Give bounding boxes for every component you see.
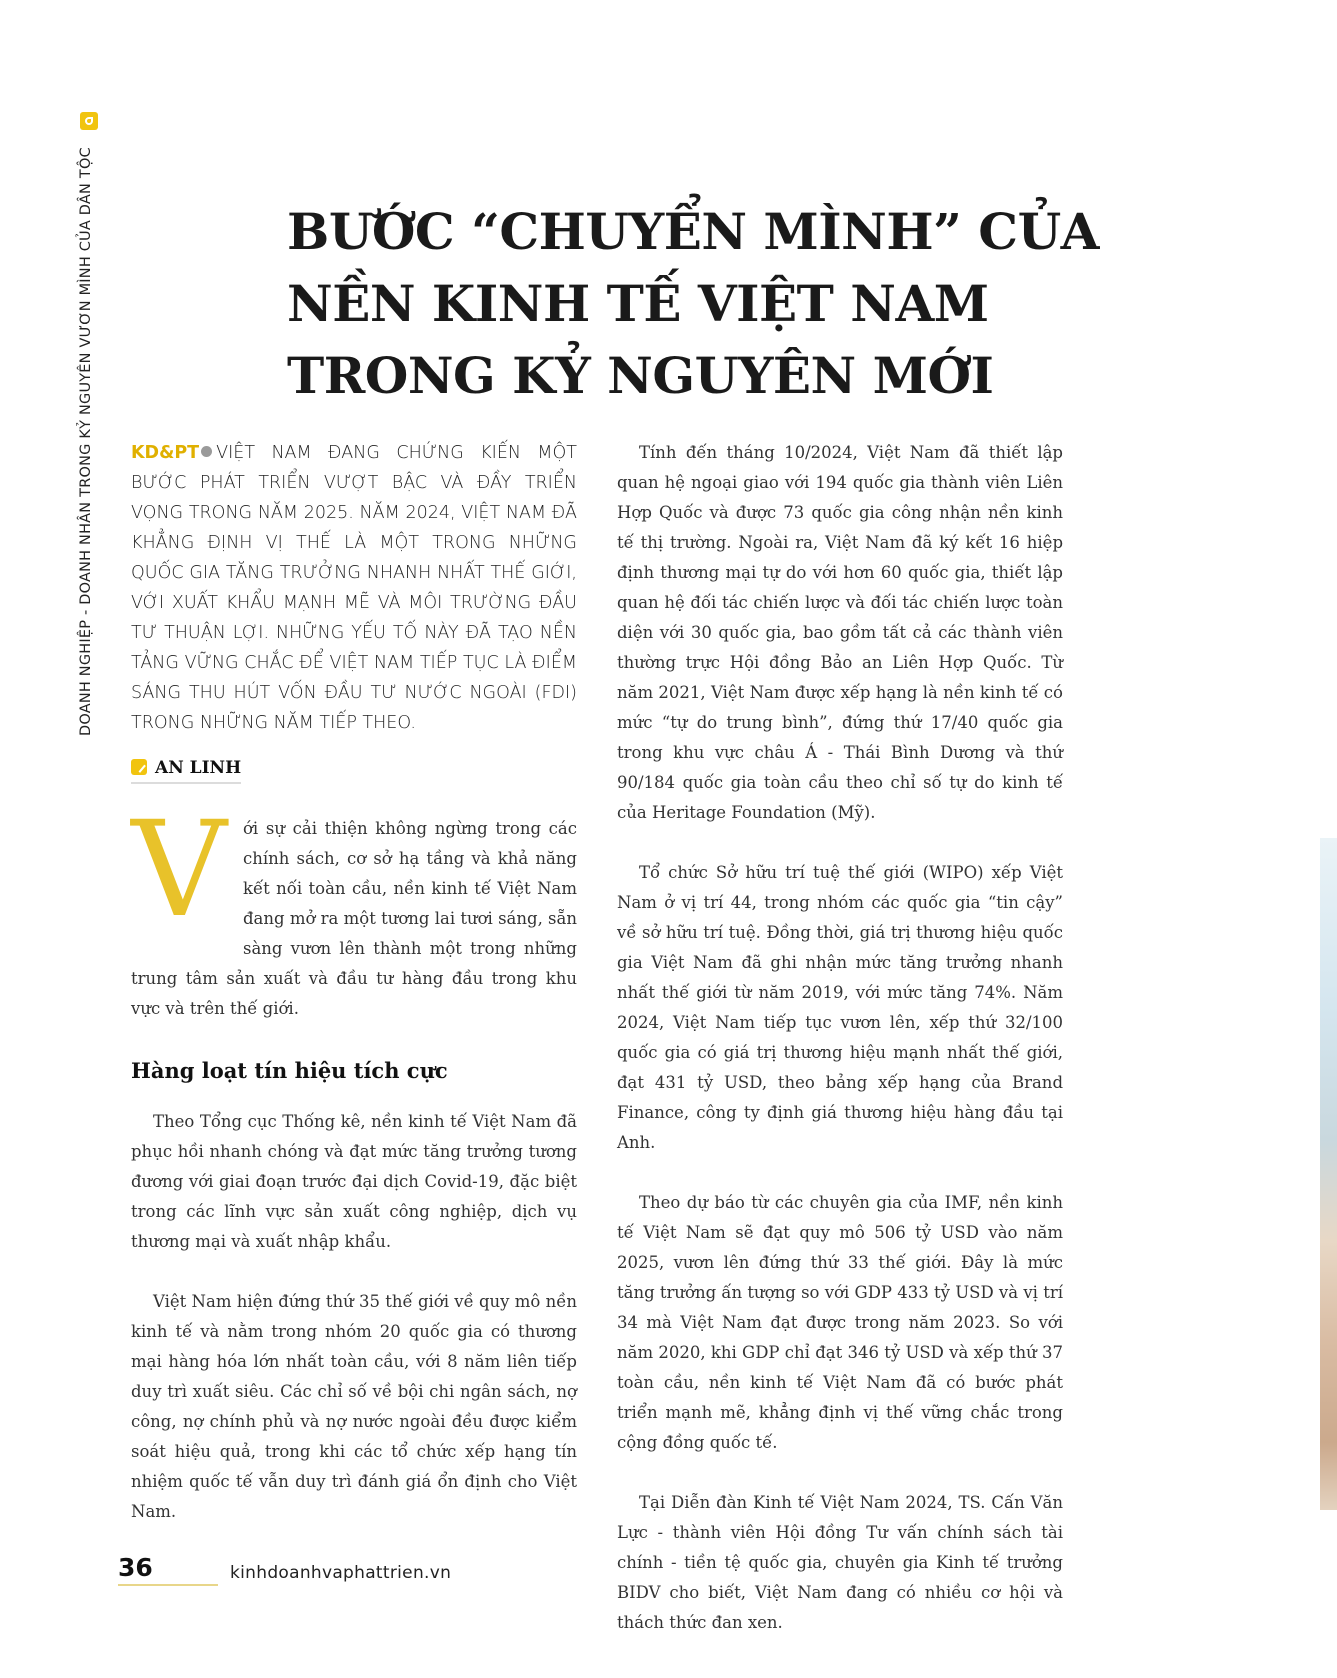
author-name: AN LINH [155, 758, 242, 778]
section-subheading: Hàng loạt tín hiệu tích cực [131, 1058, 448, 1083]
lead-text: VIỆT NAM ĐANG CHỨNG KIẾN MỘT BƯỚC PHÁT TRIỂN VƯỢT BẬC VÀ ĐẦY TRIỂN VỌNG TRONG NĂM 2025. NĂM 2024, VIỆT NAM ĐÃ KHẲNG ĐỊNH VỊ THẾ LÀ MỘT TRONG NHỮNG QUỐC GIA TĂNG TRƯỞNG NHANH NHẤT THẾ GIỚI, VỚI XUẤT KHẨU MẠNH MẼ VÀ MÔI TRƯỜNG ĐẦU TƯ THUẬN LỢI. NHỮNG YẾU TỐ NÀY ĐÃ TẠO NỀN TẢNG VỮNG CHẮC ĐỂ VIỆT NAM TIẾP TỤC LÀ ĐIỂM SÁNG THU HÚT VỐN ĐẦU TƯ NƯỚC NGOÀI (FDI) TRONG NHỮNG NĂM TIẾP THEO. [131, 443, 577, 733]
body-paragraph: Tính đến tháng 10/2024, Việt Nam đã thiết lập quan hệ ngoại giao với 194 quốc gia thành viên Liên Hợp Quốc và được 73 quốc gia công nhận nền kinh tế thị trường. Ngoài ra, Việt Nam đã ký kết 16 hiệp định thương mại tự do với hơn 60 quốc gia, thiết lập quan hệ đối tác chiến lược và đối tác chiến lược toàn diện với 30 quốc gia, bao gồm tất cả các thành viên thường trực Hội đồng Bảo an Liên Hợp Quốc. Từ năm 2021, Việt Nam được xếp hạng là nền kinh tế có mức “tự do trung bình”, đứng thứ 17/40 quốc gia trong khu vực châu Á - Thái Bình Dương và thứ 90/184 quốc gia toàn cầu theo chỉ số tự do kinh tế của Heritage Foundation (Mỹ). [617, 443, 1063, 822]
website-url: kinhdoanhvaphattrien.vn [230, 1563, 452, 1583]
publication-tag: KD&PT [131, 443, 200, 463]
drop-cap: V [131, 793, 227, 947]
author-byline [131, 758, 241, 784]
intro-text: ới sự cải thiện không ngừng trong các chính sách, cơ sở hạ tầng và khả năng kết nối toàn cầu, nền kinh tế Việt Nam đang mở ra một tương lai tươi sáng, sẵn sàng vươn lên thành một trong những trung tâm sản xuất và đầu tư hàng đầu trong khu vực và trên thế giới. [131, 819, 577, 1018]
right-column [617, 438, 1063, 1638]
body-paragraph: Theo dự báo từ các chuyên gia của IMF, nền kinh tế Việt Nam sẽ đạt quy mô 506 tỷ USD vào năm 2025, vươn lên đứng thứ 33 thế giới. Đây là mức tăng trưởng ấn tượng so với GDP 433 tỷ USD và vị trí 34 mà Việt Nam đạt được trong năm 2023. So với năm 2020, khi GDP chỉ đạt 346 tỷ USD và xếp thứ 37 toàn cầu, nền kinh tế Việt Nam đã có bước phát triển mạnh mẽ, khẳng định vị thế vững chắc trong cộng đồng quốc tế. [617, 1193, 1063, 1452]
lead-paragraph [131, 438, 577, 738]
intro-paragraph [131, 793, 577, 1024]
body-paragraph: Tổ chức Sở hữu trí tuệ thế giới (WIPO) xếp Việt Nam ở vị trí 44, trong nhóm các quốc gia “tin cậy” về sở hữu trí tuệ. Đồng thời, giá trị thương hiệu quốc gia Việt Nam đã ghi nhận mức tăng trưởng nhanh nhất thế giới từ năm 2019, với mức tăng 74%. Năm 2024, Việt Nam tiếp tục vươn lên, xếp thứ 32/100 quốc gia có giá trị thương hiệu mạnh nhất thế giới, đạt 431 tỷ USD, theo bảng xếp hạng của Brand Finance, công ty định giá thương hiệu hàng đầu tại Anh. [617, 863, 1063, 1152]
pen-icon [131, 759, 147, 775]
page-number: 36 [118, 1553, 218, 1586]
section-label: DOANH NGHIỆP - DOANH NHÂN TRONG KỶ NGUYÊN VƯƠN MÌNH CỦA DÂN TỘC [78, 147, 94, 736]
left-column [131, 438, 577, 1527]
body-paragraph: Việt Nam hiện đứng thứ 35 thế giới về quy mô nền kinh tế và nằm trong nhóm 20 quốc gia có thương mại hàng hóa lớn nhất toàn cầu, với 8 năm liên tiếp duy trì xuất siêu. Các chỉ số về bội chi ngân sách, nợ công, nợ chính phủ và nợ nước ngoài đều được kiểm soát hiệu quả, trong khi các tổ chức xếp hạng tín nhiệm quốc tế vẫn duy trì đánh giá ổn định cho Việt Nam. [131, 1292, 577, 1521]
headline-line-3: TRONG KỶ NGUYÊN MỚI [287, 346, 994, 405]
photo-edge [1320, 838, 1337, 1510]
body-paragraph: Tại Diễn đàn Kinh tế Việt Nam 2024, TS. Cấn Văn Lực - thành viên Hội đồng Tư vấn chính sách tài chính - tiền tệ quốc gia, chuyên gia Kinh tế trưởng BIDV cho biết, Việt Nam đang có nhiều cơ hội và thách thức đan xen. [617, 1493, 1063, 1632]
bullet-dot-icon [201, 446, 212, 457]
body-paragraph: Theo Tổng cục Thống kê, nền kinh tế Việt Nam đã phục hồi nhanh chóng và đạt mức tăng trưởng tương đương với giai đoạn trước đại dịch Covid-19, đặc biệt trong các lĩnh vực sản xuất công nghiệp, dịch vụ thương mại và xuất nhập khẩu. [131, 1112, 577, 1251]
headline [287, 196, 1287, 412]
leaf-icon [80, 112, 98, 130]
headline-line-1: BƯỚC “CHUYỂN MÌNH” CỦA [287, 202, 1099, 261]
headline-line-2: NỀN KINH TẾ VIỆT NAM [287, 274, 989, 333]
